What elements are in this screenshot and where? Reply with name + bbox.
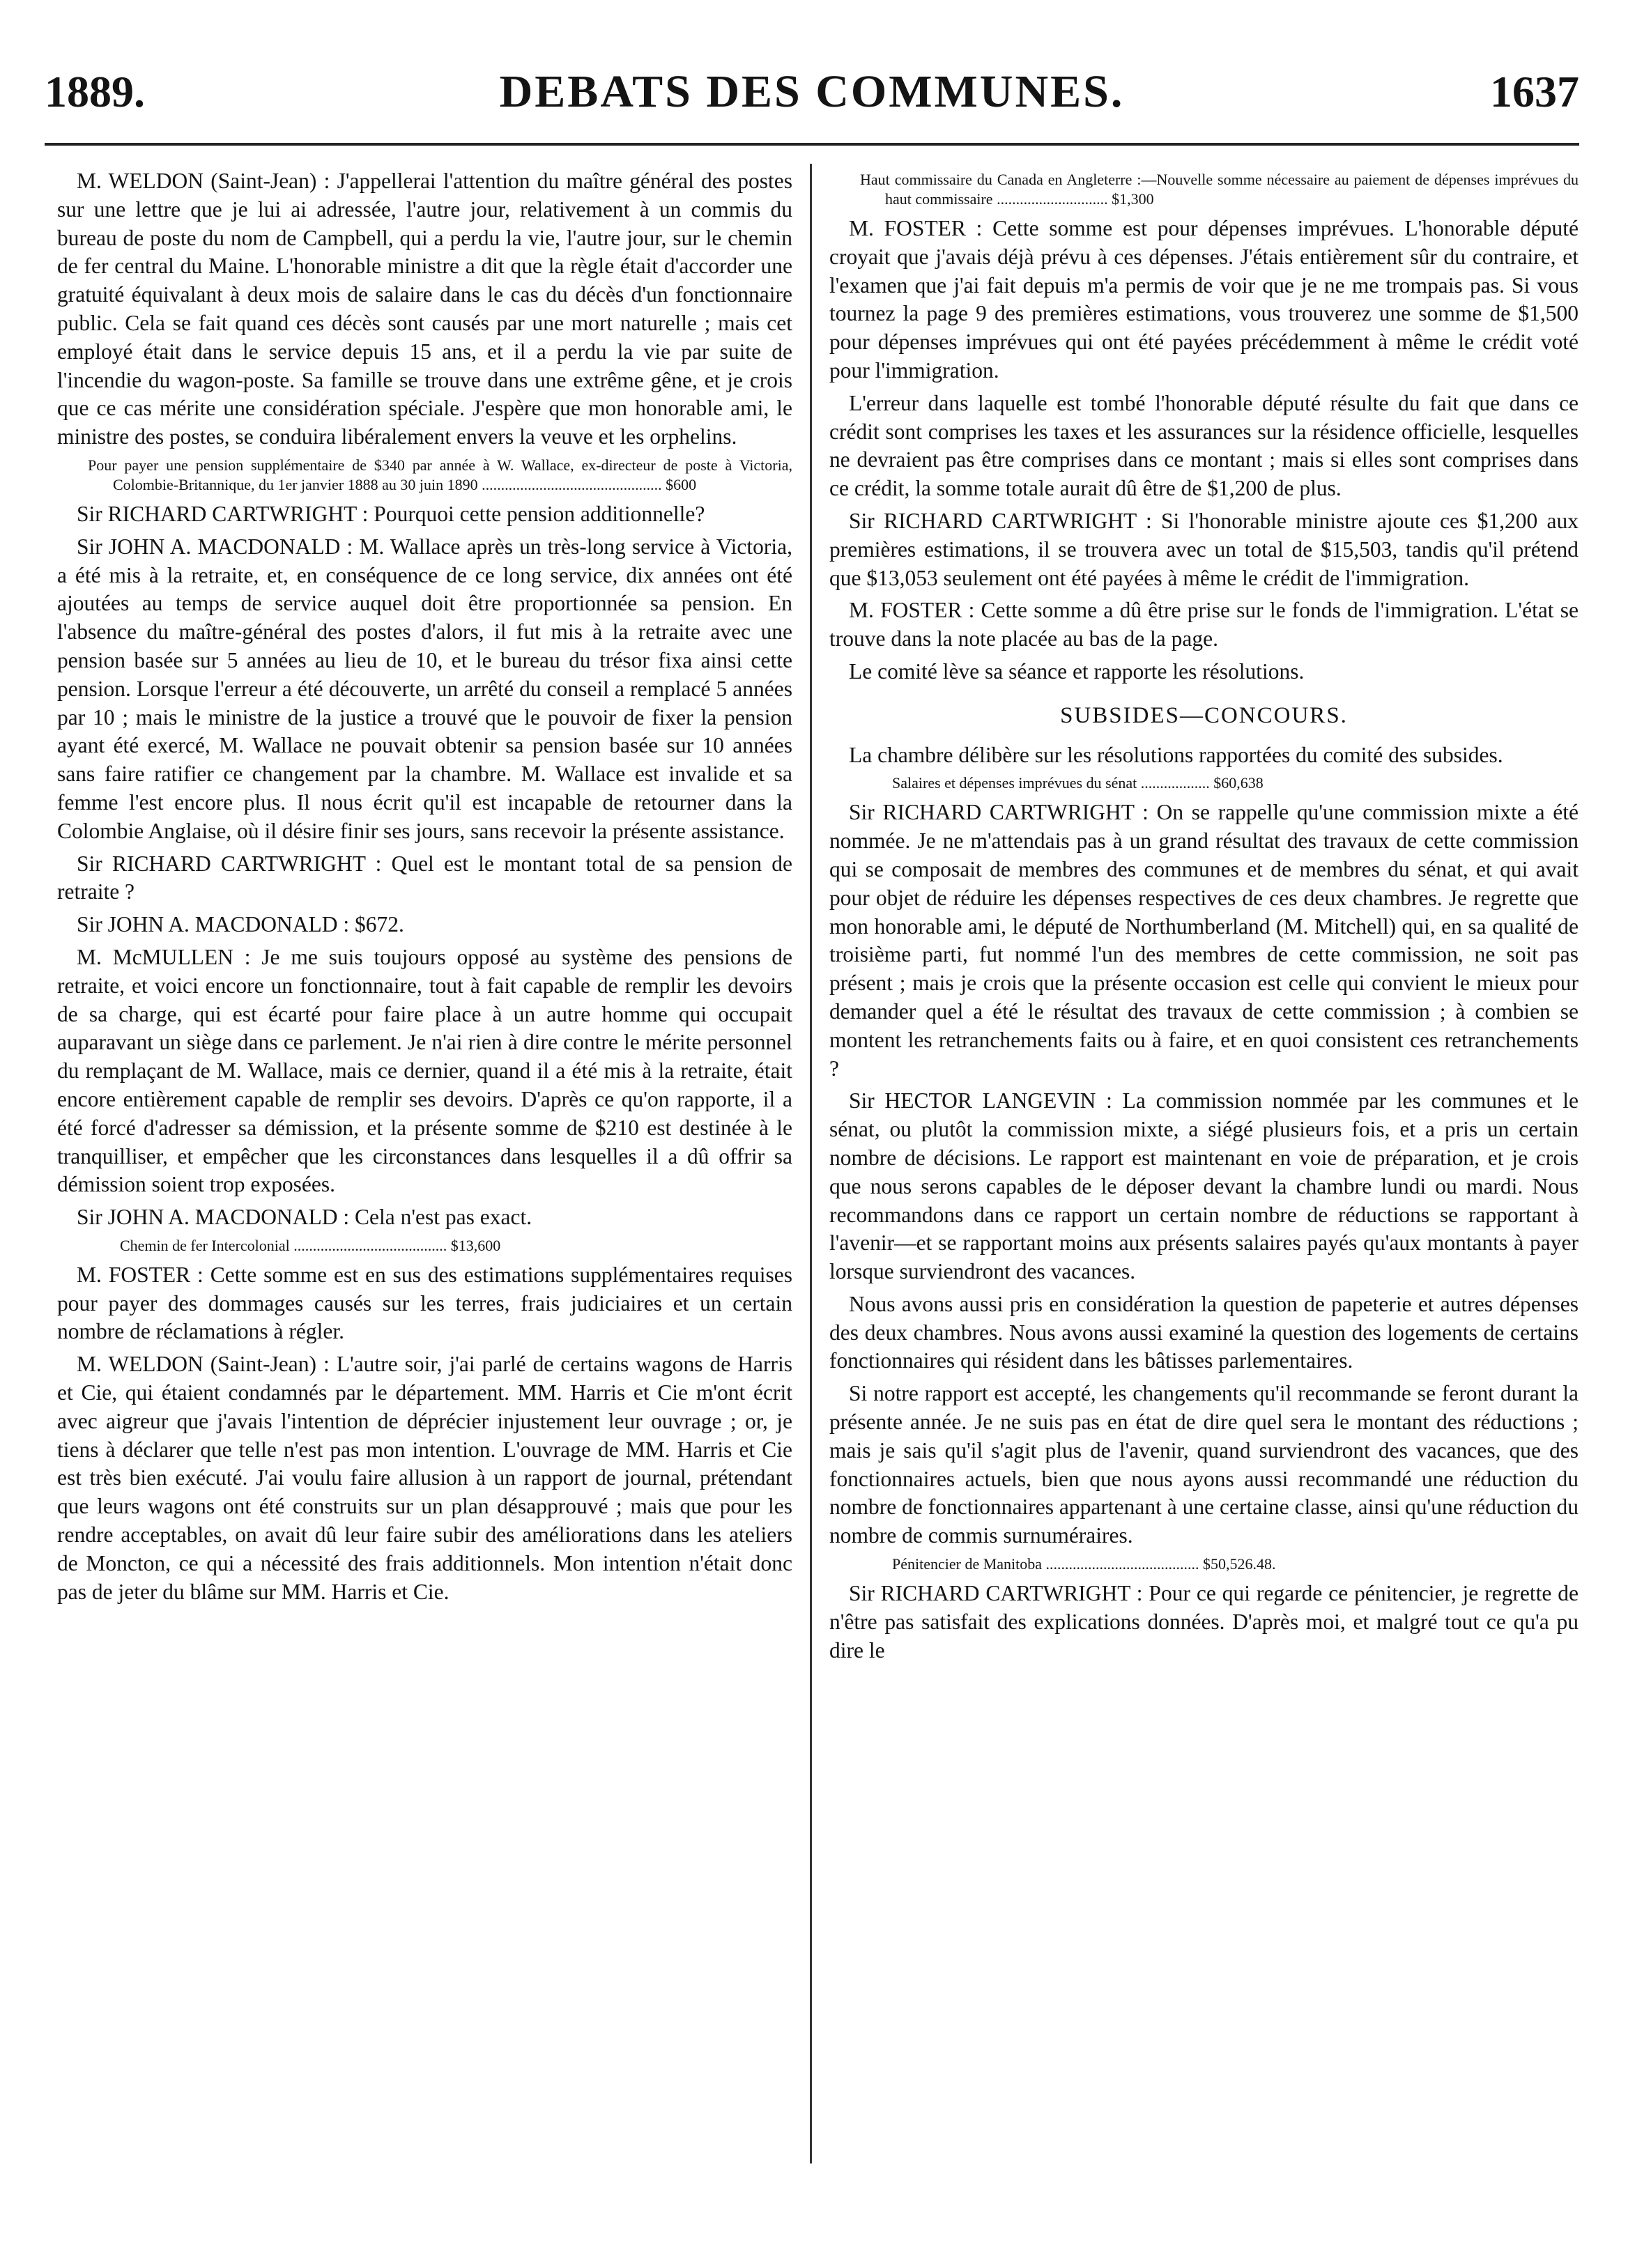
page-header <box>45 64 1579 120</box>
section-heading: SUBSIDES—CONCOURS. <box>1060 702 1348 728</box>
header-year: 1889. <box>45 67 145 116</box>
header-title: DEBATS DES COMMUNES. <box>499 66 1125 117</box>
right-estimate-item-2: Salaires et dépenses imprévues du sénat .................. $60,638 <box>892 774 1264 792</box>
left-paragraph-8: M. FOSTER : Cette somme est en sus des estimations supplémentaires requises pour payer des dommages causés sur les terres, frais judiciaires et un certain nombre de réclamations à régler. <box>57 1262 792 1344</box>
right-paragraph-6: La chambre délibère sur les résolutions rapportées du comité des subsides. <box>849 742 1503 767</box>
left-paragraph-6: M. McMULLEN : Je me suis toujours opposé au système des pensions de retraite, et voici encore un fonctionnaire, tout à fait capable de remplir les devoirs de sa charge, qui est écarté pour faire place à un autre homme qui occupait auparavant un siège dans ce parlement. Je n'ai rien à dire contre le mérite personnel du remplaçant de M. Wallace, mais ce dernier, quand il a été mis à la retraite, était encore entièrement capable de remplir ses devoirs. D'après ce qu'on rapporte, il a été forcé d'adresser sa démission, et la présente somme de $210 est destinée à le tranquilliser, et empêcher que les circonstances dans lesquelles il a dû offrir sa démission soient trop exposées. <box>57 944 792 1197</box>
left-paragraph-7: Sir JOHN A. MACDONALD : Cela n'est pas exact. <box>77 1205 532 1230</box>
left-paragraph-3: Sir JOHN A. MACDONALD : M. Wallace après un très-long service à Victoria, a été mis à la retraite, et, en conséquence de ce long service, dix années ont été ajoutées au temps de service auquel doit être proportionnée sa pension. En l'absence du maître-général des postes d'alors, il fut mis à la retraite avec une pension basée sur 5 années au lieu de 10, et le bureau du trésor fixa ainsi cette pension. Lorsque l'erreur a été découverte, un arrêté du conseil a remplacé 5 années par 10 ; mais le ministre de la justice a trouvé que le pouvoir de fixer la pension ayant été exercé, M. Wallace ne pouvait obtenir sa pension basée sur 10 années sans faire ratifier ce changement par la chambre. M. Wallace est invalide et sa femme l'est encore plus. Il nous écrit qu'il est incapable de retourner dans la Colombie Anglaise, où il désire finir ses jours, sans recevoir la présente assistance. <box>57 534 792 843</box>
left-paragraph-4: Sir RICHARD CARTWRIGHT : Quel est le montant total de sa pension de retraite ? <box>57 851 792 904</box>
left-paragraph-2: Sir RICHARD CARTWRIGHT : Pourquoi cette pension additionnelle? <box>77 501 705 526</box>
left-column <box>57 167 792 1610</box>
right-paragraph-8: Sir HECTOR LANGEVIN : La commission nommée par les communes et le sénat, ou plutôt la commission mixte, a siégé plusieurs fois, et a pris un certain nombre de décisions. Le rapport est maintenant en voie de préparation, et je crois que nous serons capables de le déposer devant la chambre lundi ou mardi. Nous recommandons dans ce rapport un certain nombre de réductions se rapportant à l'avenir—et se rapportant moins aux présents salaires payés qu'aux montants à payer lorsque surviendront des vacances. <box>829 1088 1579 1284</box>
left-paragraph-9: M. WELDON (Saint-Jean) : L'autre soir, j'ai parlé de certains wagons de Harris et Cie, qui étaient condamnés par le département. MM. Harris et Cie m'ont écrit avec aigreur que j'avais l'intention de déprécier injustement leur ouvrage ; or, je tiens à déclarer que telle n'est pas mon intention. L'ouvrage de MM. Harris et Cie est très bien exécuté. J'ai voulu faire allusion à un rapport de journal, prétendant que leurs wagons ont été construits sur un plan désapprouvé ; mais que pour les rendre acceptables, on avait dû leur faire subir des améliorations dans les ateliers de Moncton, ce qui a nécessité des frais additionnels. Mon intention n'était donc pas de jeter du blâme sur MM. Harris et Cie. <box>57 1352 792 1604</box>
column-divider <box>810 164 812 2163</box>
left-estimate-item-1: Pour payer une pension supplémentaire de $340 par année à W. Wallace, ex-directeur de poste à Victoria, Colombie-Britannique, du 1er janvier 1888 au 30 juin 1890 ............................................... $600 <box>88 456 792 493</box>
right-paragraph-5: Le comité lève sa séance et rapporte les résolutions. <box>849 658 1305 684</box>
right-estimate-item-1: Haut commissaire du Canada en Angleterre :—Nouvelle somme nécessaire au paiement de dépenses imprévues du haut commissaire ............................. $1,300 <box>860 171 1579 208</box>
left-paragraph-1: M. WELDON (Saint-Jean) : J'appellerai l'attention du maître général des postes sur une lettre que je lui ai adressée, l'autre jour, relativement à un commis du bureau de poste du nom de Campbell, qui a perdu la vie, l'autre jour, sur le chemin de fer central du Maine. L'honorable ministre a dit que la règle était d'accorder une gratuité équivalant à deux mois de salaire dans le cas du décès d'un fonctionnaire public. Cela se fait quand ces décès sont causés par une mort naturelle ; mais cet employé était dans le service depuis 15 ans, et il a perdu la vie par suite de l'incendie du wagon-poste. Sa famille se trouve dans une extrême gêne, et je crois que ce cas mérite une considération spéciale. J'espère que mon honorable ami, le ministre des postes, se conduira libéralement envers la veuve et les orphelins. <box>57 169 792 449</box>
right-paragraph-3: Sir RICHARD CARTWRIGHT : Si l'honorable ministre ajoute ces $1,200 aux premières estimations, il se trouvera avec un total de $15,503, tandis qu'il prétend que $13,053 seulement ont été payées à même le crédit de l'immigration. <box>829 508 1579 590</box>
right-paragraph-9: Nous avons aussi pris en considération la question de papeterie et autres dépenses des deux chambres. Nous avons aussi examiné la question des logements de certains fonctionnaires qui résident dans les bâtisses parlementaires. <box>829 1291 1579 1373</box>
right-paragraph-7: Sir RICHARD CARTWRIGHT : On se rappelle qu'une commission mixte a été nommée. Je ne m'attendais pas à un grand résultat des travaux de cette commission qui se composait de membres des communes et de membres du sénat, et qui avait pour objet de réduire les dépenses respectives de ces deux chambres. Je regrette que mon honorable ami, le député de Northumberland (M. Mitchell) qui, en sa qualité de troisième parti, fut nommé l'un des membres de cette commission, ne soit pas présent ; mais je crois que la présente occasion est celle qui convient le mieux pour demander quel a été le résultat des travaux de cette commission ; à combien se montent les retranchements faits ou à faire, et en quoi consistent ces retranchements ? <box>829 800 1579 1081</box>
right-paragraph-4: M. FOSTER : Cette somme a dû être prise sur le fonds de l'immigration. L'état se trouve dans la note placée au bas de la page. <box>829 598 1579 651</box>
left-estimate-item-2: Chemin de fer Intercolonial ........................................ $13,600 <box>120 1236 501 1254</box>
right-paragraph-1: M. FOSTER : Cette somme est pour dépenses imprévues. L'honorable député croyait que j'avais déjà prévu à ces dépenses. J'étais entièrement sûr du contraire, et l'examen que j'ai fait depuis m'a permis de voir que je ne me trompais pas. Si vous tournez la page 9 des premières estimations, vous trouverez une somme de $1,500 pour dépenses imprévues qui ont été payées précédemment à même le crédit voté pour l'immigration. <box>829 216 1579 383</box>
right-estimate-item-3: Pénitencier de Manitoba ........................................ $50,526.48. <box>892 1555 1276 1573</box>
right-column <box>829 167 1579 1669</box>
right-paragraph-11: Sir RICHARD CARTWRIGHT : Pour ce qui regarde ce pénitencier, je regrette de n'être pas satisfait des explications données. D'après moi, et malgré tout ce qu'a pu dire le <box>829 1581 1579 1663</box>
header-page-number: 1637 <box>1490 67 1579 116</box>
header-rule <box>45 143 1579 146</box>
right-paragraph-10: Si notre rapport est accepté, les changements qu'il recommande se feront durant la présente année. Je ne suis pas en état de dire quel sera le montant des réductions ; mais je sais qu'il s'agit plus de l'avenir, quand surviendront des vacances, que des fonctionnaires actuels, bien que nous ayons aussi recommandé une réduction du nombre de fonctionnaires appartenant à une certaine classe, ainsi qu'une réduction du nombre de commis surnuméraires. <box>829 1381 1579 1548</box>
left-paragraph-5: Sir JOHN A. MACDONALD : $672. <box>77 912 404 937</box>
right-paragraph-2: L'erreur dans laquelle est tombé l'honorable député résulte du fait que dans ce crédit sont comprises les taxes et les assurances sur la résidence officielle, lesquelles ne devraient pas être comprises dans ce montant ; mais si elles sont comprises dans ce crédit, la somme totale aurait dû être de $1,200 de plus. <box>829 390 1579 501</box>
